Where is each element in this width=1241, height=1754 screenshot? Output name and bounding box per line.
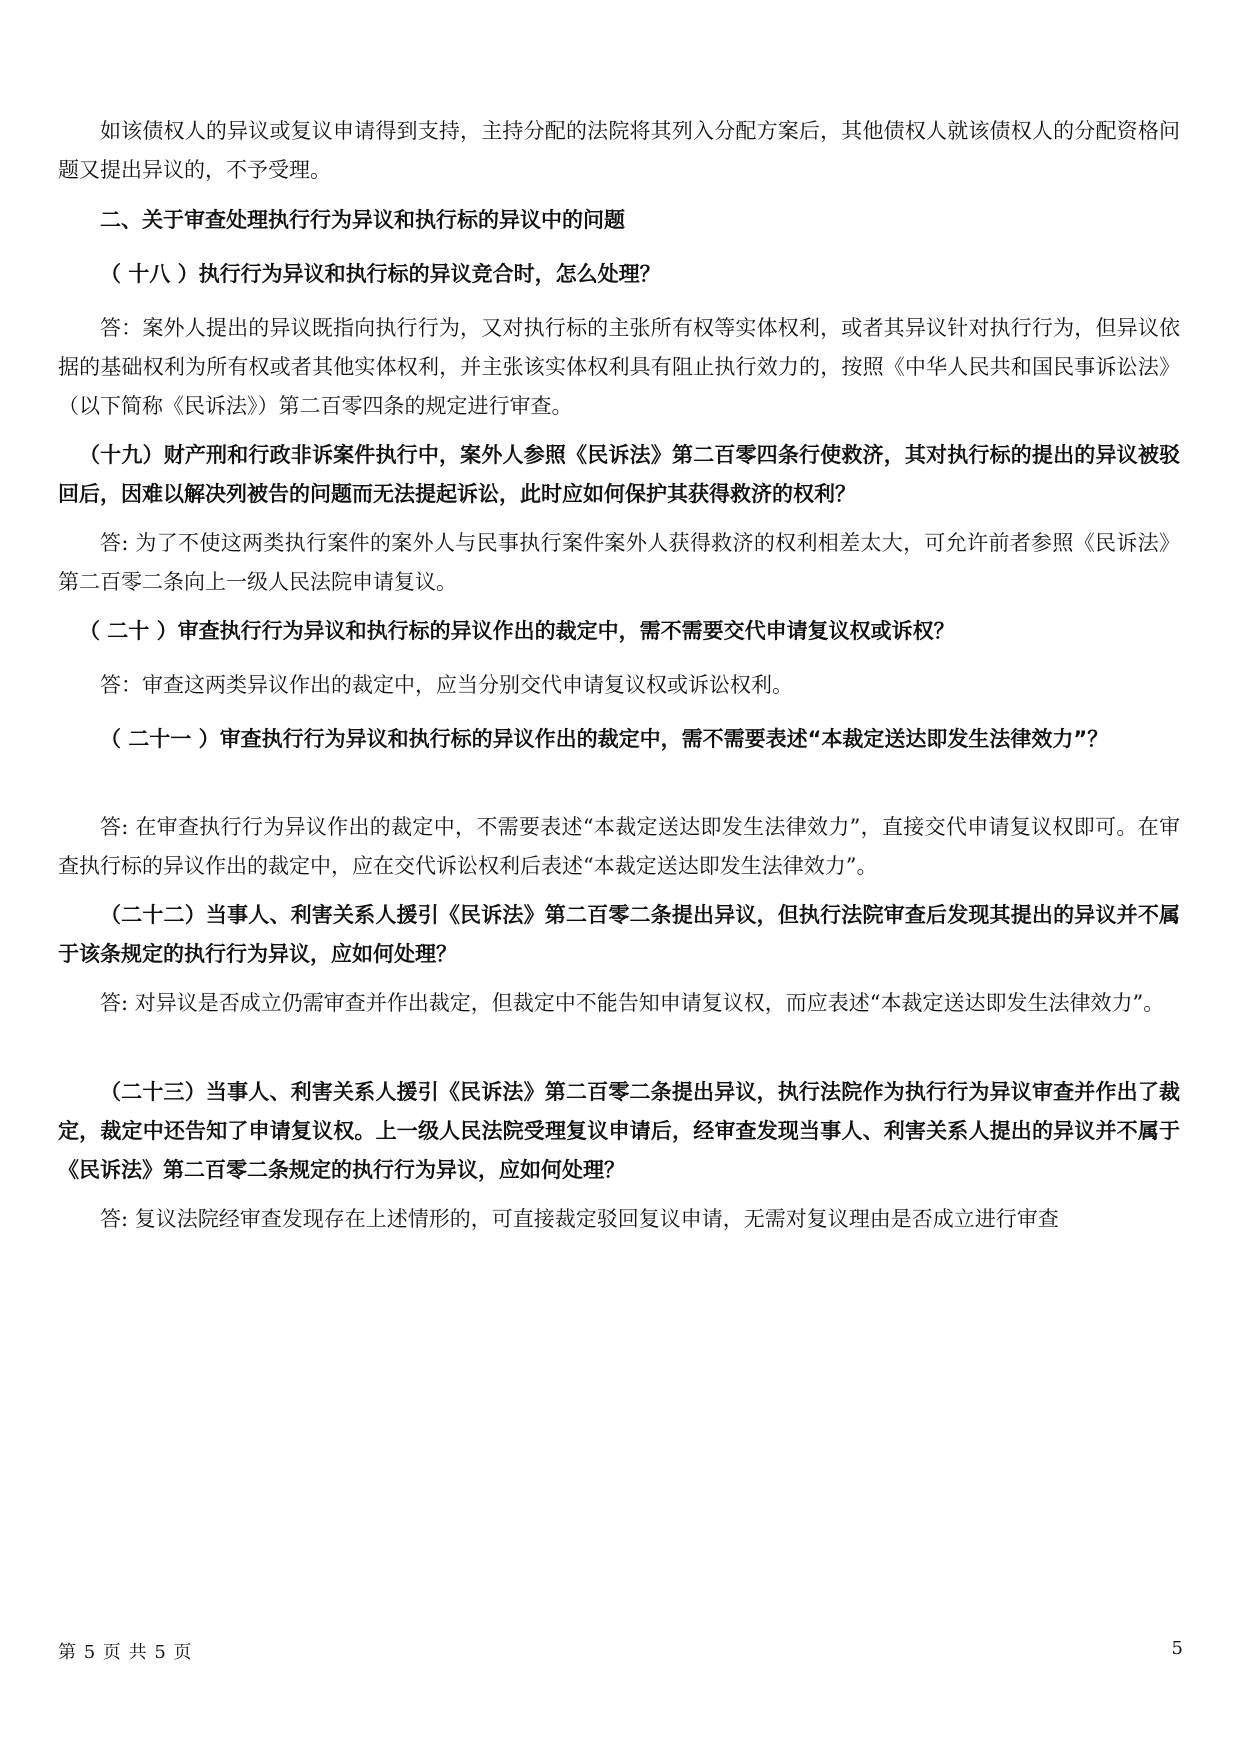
question-21: （ 二十一 ）审查执行行为异议和执行标的异议作出的裁定中，需不需要表述“本裁定送达即发生法律效力”？	[100, 727, 1109, 751]
answer-19: 答: 为了不使这两类执行案件的案外人与民事执行案件案外人获得救济的权利相差太大，可允许前者参照《民诉法》第二百零二条向上一级人民法院申请复议。	[58, 531, 1180, 594]
question-23: （二十三）当事人、利害关系人援引《民诉法》第二百零二条提出异议，执行法院作为执行行为异议审查并作出了裁定，裁定中还告知了申请复议权。上一级人民法院受理复议申请后，经审查发现当事人、利害关系人提出的异议并不属于《民诉法》第二百零二条规定的执行行为异议，应如何处理？	[58, 1080, 1180, 1182]
paragraph-creditor-objection: 如该债权人的异议或复议申请得到支持，主持分配的法院将其列入分配方案后，其他债权人就该债权人的分配资格问题又提出异议的，不予受理。	[58, 119, 1180, 182]
answer-20: 答：审查这两类异议作出的裁定中，应当分别交代申请复议权或诉讼权利。	[100, 673, 793, 697]
answer-23: 答: 复议法院经审查发现存在上述情形的，可直接裁定驳回复议申请，无需对复议理由是否成立进行审查	[100, 1207, 1059, 1231]
question-18: （ 十八 ）执行行为异议和执行标的异议竞合时，怎么处理？	[100, 262, 661, 286]
question-22: （二十二）当事人、利害关系人援引《民诉法》第二百零二条提出异议，但执行法院审查后发现其提出的异议并不属于该条规定的执行行为异议，应如何处理？	[58, 903, 1180, 966]
footer-page-number: 5	[1171, 1638, 1183, 1659]
answer-22: 答: 对异议是否成立仍需审查并作出裁定，但裁定中不能告知申请复议权，而应表述“本裁定送达即发生法律效力”。	[100, 991, 1165, 1015]
footer-page-label: 第 5 页 共 5 页	[58, 1642, 193, 1663]
answer-21: 答: 在审查执行行为异议作出的裁定中，不需要表述“本裁定送达即发生法律效力”，直接交代申请复议权即可。在审查执行标的异议作出的裁定中，应在交代诉讼权利后表述“本裁定送达即发生法律效力”。	[58, 815, 1180, 878]
answer-18: 答：案外人提出的异议既指向执行行为，又对执行标的主张所有权等实体权利，或者其异议针对执行行为，但异议依据的基础权利为所有权或者其他实体权利，并主张该实体权利具有阻止执行效力的，按照《中华人民共和国民事诉讼法》（以下简称《民诉法》）第二百零四条的规定进行审查。	[58, 316, 1180, 418]
section-heading-2: 二、关于审查处理执行行为异议和执行标的异议中的问题	[100, 208, 625, 232]
question-20: （ 二十 ）审查执行行为异议和执行标的异议作出的裁定中，需不需要交代申请复议权或诉权？	[79, 619, 955, 643]
question-19: （十九）财产刑和行政非诉案件执行中，案外人参照《民诉法》第二百零四条行使救济，其对执行标的提出的异议被驳回后，因难以解决列被告的问题而无法提起诉讼，此时应如何保护其获得救济的权利？	[58, 443, 1180, 506]
